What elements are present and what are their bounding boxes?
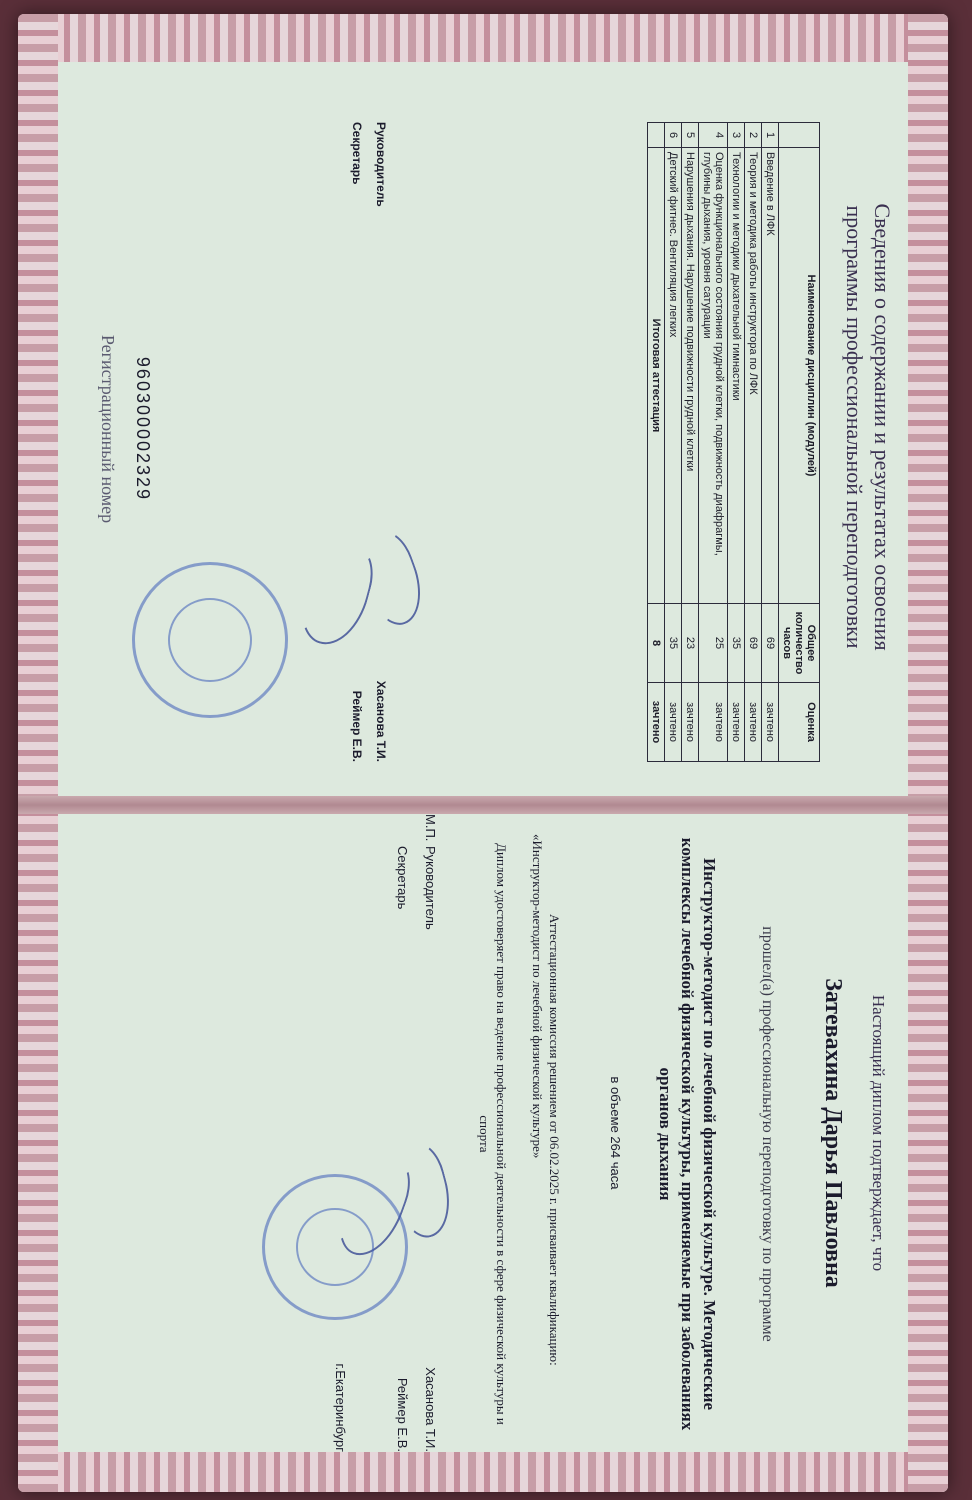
row-grade: зачтено	[665, 683, 682, 762]
table-row	[762, 123, 779, 762]
header-num	[779, 123, 820, 148]
decorative-border-left	[18, 14, 58, 1492]
passed-text: прошел(а) профессиональную переподготовку по программе	[759, 926, 776, 1342]
row-discipline: Технологии и методики дыхательной гимнастики	[728, 148, 745, 604]
results-title-line2: программы профессиональной переподготовки	[842, 205, 867, 649]
results-page	[58, 62, 908, 796]
attestation-text: Аттестационная комиссия решением от 06.02.2025 г. присваивает квалификацию: «Инструктор-методист по лечебной физической культуре»	[530, 834, 562, 1366]
diploma-page	[58, 814, 908, 1452]
row-hours: 69	[745, 604, 762, 683]
table-header-row	[779, 123, 820, 762]
decorative-border-top	[18, 14, 948, 62]
results-title-line1: Сведения о содержании и результатах освоения	[870, 203, 895, 651]
graduate-name: Затевахина Дарья Павловна	[820, 978, 846, 1288]
row-hours: 25	[699, 604, 728, 683]
decorative-border-right	[908, 14, 948, 1492]
row-discipline: Итоговая аттестация	[648, 148, 665, 604]
header-hours: Общее количество часов	[779, 604, 820, 683]
disciplines-table	[647, 122, 820, 762]
row-hours: 8	[648, 604, 665, 683]
row-discipline: Нарушения дыхания. Нарушение подвижности грудной клетки	[682, 148, 699, 604]
head-name: Хасанова Т.И.	[374, 680, 388, 762]
row-num: 1	[762, 123, 779, 148]
table-row	[728, 123, 745, 762]
registration-number: 960300002329	[133, 356, 153, 502]
results-signatures	[340, 122, 388, 762]
head-label: Руководитель	[374, 122, 388, 207]
diploma-intro: Настоящий диплом подтверждает, что	[869, 994, 888, 1272]
secretary-signature-row	[340, 122, 364, 762]
diploma-page-content	[58, 814, 908, 1452]
results-page-content	[58, 62, 908, 796]
row-grade: зачтено	[745, 683, 762, 762]
row-grade: зачтено	[648, 683, 665, 762]
page-fold	[18, 796, 948, 814]
row-hours: 35	[728, 604, 745, 683]
diploma-document	[18, 14, 948, 1492]
row-discipline: Введение в ЛФК	[762, 148, 779, 604]
final-attestation-row	[648, 123, 665, 762]
table-row	[665, 123, 682, 762]
diploma-signatures	[382, 814, 438, 1452]
row-hours: 23	[682, 604, 699, 683]
row-num: 6	[665, 123, 682, 148]
row-num: 4	[699, 123, 728, 148]
row-grade: зачтено	[728, 683, 745, 762]
city: г.Екатеринбург	[333, 1363, 348, 1452]
row-num-empty	[648, 123, 665, 148]
head-signature-row	[364, 122, 388, 762]
secretary-name: Реймер Е.В.	[350, 690, 364, 762]
secretary-label: Секретарь	[395, 846, 410, 910]
row-grade: зачтено	[682, 683, 699, 762]
program-volume: в объеме 264 часа	[608, 1076, 623, 1190]
row-grade: зачтено	[762, 683, 779, 762]
program-name: Инструктор-методист по лечебной физической культуре. Методические комплексы лечебной физической культуры, применяемые при заболеваниях органов дыхания	[656, 837, 719, 1431]
header-grade: Оценка	[779, 683, 820, 762]
head-label: Руководитель	[423, 846, 438, 930]
round-stamp-icon	[132, 562, 288, 718]
row-num: 2	[745, 123, 762, 148]
table-row	[699, 123, 728, 762]
row-num: 3	[728, 123, 745, 148]
row-discipline: Детский фитнес. Вентиляция легких	[665, 148, 682, 604]
header-discipline: Наименование дисциплин (модулей)	[779, 148, 820, 604]
row-discipline: Теория и методика работы инструктора по ЛФК	[745, 148, 762, 604]
seal-place-label: М.П.	[423, 814, 438, 842]
secretary-label: Секретарь	[350, 122, 364, 185]
registration-label: Регистрационный номер	[98, 334, 118, 524]
head-name: Хасанова Т.И.	[423, 1367, 438, 1452]
row-hours: 35	[665, 604, 682, 683]
row-grade: зачтено	[699, 683, 728, 762]
row-hours: 69	[762, 604, 779, 683]
row-num: 5	[682, 123, 699, 148]
secretary-name: Реймер Е.В.	[395, 1377, 410, 1452]
row-discipline: Оценка функционального состояния грудной клетки, подвижность диафрагмы, глубины дыхания, уровня сатурации	[699, 148, 728, 604]
results-title	[840, 82, 896, 772]
round-stamp-icon	[262, 1174, 408, 1320]
table-row	[745, 123, 762, 762]
table-row	[682, 123, 699, 762]
diploma-rights-text: Диплом удостоверяет право на ведение профессиональной деятельности в сфере физической культуры и спорта	[477, 843, 509, 1425]
decorative-border-bottom	[18, 1452, 948, 1492]
head-signature-row	[410, 814, 438, 1452]
secretary-signature-row	[382, 814, 410, 1452]
